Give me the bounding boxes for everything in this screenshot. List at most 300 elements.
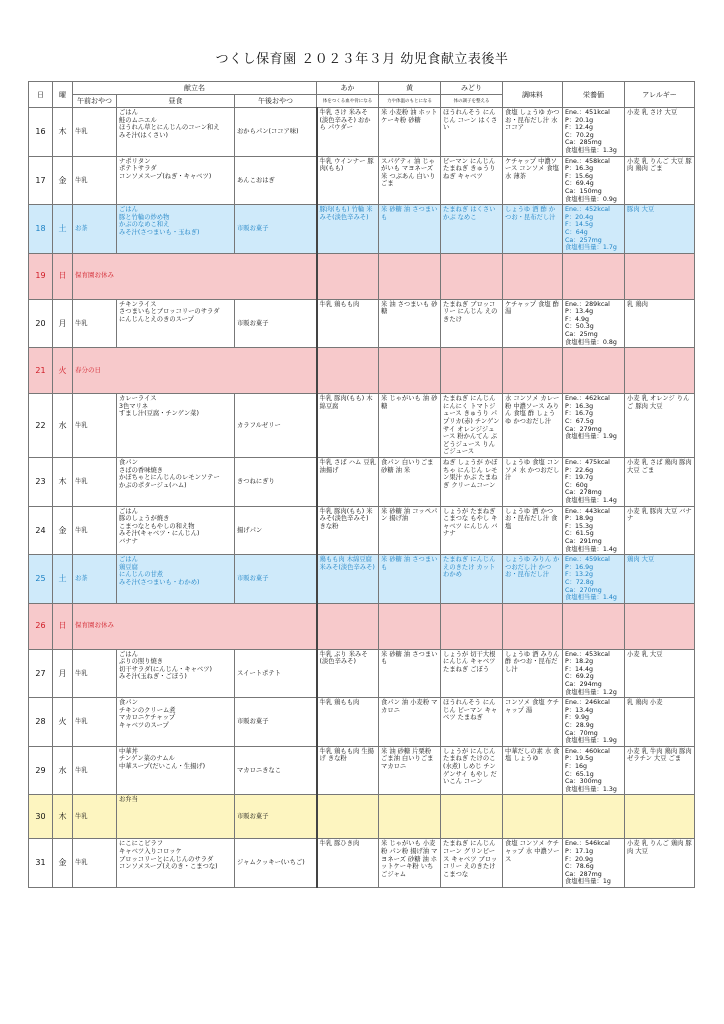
lunch-cell: [117, 746, 235, 795]
yellow-cell: 米 じゃがいも 油 砂糖: [379, 394, 441, 458]
nutrition-line: F：15.6g: [565, 172, 593, 180]
weekday-cell: 木: [53, 795, 73, 839]
allergy-cell: 小麦 乳 牛肉 鶏肉 豚肉 ゼラチン 大豆 ごま: [625, 746, 695, 795]
green-cell: たまねぎ ブロッコリー にんじん えのきたけ: [441, 299, 503, 348]
lunch-item: 鮭のムニエル: [119, 116, 157, 124]
lunch-item: かぼちゃとにんじんのレモンソテー: [119, 474, 220, 482]
nutrition-line: Ene.：453kcal: [565, 650, 610, 658]
lunch-item: にんじんとえのきのスープ: [119, 315, 194, 323]
pm-snack-cell: きつねにぎり: [235, 458, 317, 507]
seasoning-cell: [503, 348, 563, 394]
pm-snack-cell: おからパン(ココア味): [235, 108, 317, 157]
am-snack-cell: 牛乳: [73, 108, 117, 157]
table-row: [29, 698, 695, 747]
lunch-item: キャベツのスープ: [119, 722, 169, 730]
header-lunch: 昼食: [117, 95, 235, 108]
weekday-cell: 火: [53, 698, 73, 747]
allergy-cell: 小麦 乳 豚肉 大豆 バナナ: [625, 506, 695, 555]
day-cell: 25: [29, 555, 53, 604]
seasoning-cell: 食塩 しょうゆ かつお・昆布だし汁 水 ココア: [503, 108, 563, 157]
nutrition-line: P：16.3g: [565, 165, 594, 173]
lunch-item: みそ汁(はくさい): [119, 131, 168, 139]
header-yellow-sub: 力や体温のもとになる: [379, 95, 441, 108]
header-green: みどり: [441, 82, 503, 95]
lunch-item: すまし汁(豆腐・チンゲン菜): [119, 410, 199, 418]
header-nutrition: 栄養価: [563, 82, 625, 108]
weekday-cell: 土: [53, 205, 73, 254]
nutrition-line: P：20.1g: [565, 116, 594, 124]
table-row: [29, 839, 695, 888]
weekday-cell: 土: [53, 555, 73, 604]
day-cell: 18: [29, 205, 53, 254]
pm-snack-cell: 市販お菓子: [235, 555, 317, 604]
lunch-item: ごはん: [119, 507, 138, 515]
yellow-cell: 食パン 油 小麦粉 マカロニ: [379, 698, 441, 747]
nutrition-line: Ca：291mg: [565, 537, 602, 545]
weekday-cell: 木: [53, 108, 73, 157]
header-green-sub: 体の調子を整える: [441, 95, 503, 108]
am-snack-cell: 牛乳: [73, 698, 117, 747]
table-row: [29, 156, 695, 205]
allergy-cell: 乳 鶏肉 小麦: [625, 698, 695, 747]
nutrition-line: C：70.2g: [565, 131, 594, 139]
nutrition-cell: [563, 555, 625, 604]
allergy-cell: 小麦 乳 りんご 大豆 豚肉 鶏肉 ごま: [625, 156, 695, 205]
weekday-cell: 月: [53, 649, 73, 698]
nutrition-line: 食塩相当量：1g: [565, 878, 611, 886]
day-cell: 17: [29, 156, 53, 205]
nutrition-cell: [563, 698, 625, 747]
lunch-item: ナポリタン: [119, 157, 151, 165]
nutrition-line: C：69.4g: [565, 180, 594, 188]
lunch-item: ぶりの照り焼き: [119, 658, 164, 666]
lunch-item: チキンライス: [119, 300, 157, 308]
lunch-item: チンゲン菜のナムル: [119, 755, 175, 763]
allergy-cell: 小麦 乳 さけ 大豆: [625, 108, 695, 157]
lunch-item: 中華丼: [119, 747, 138, 755]
am-snack-cell: 牛乳: [73, 746, 117, 795]
allergy-cell: 小麦 乳 大豆: [625, 649, 695, 698]
table-row: [29, 795, 695, 839]
yellow-cell: 米 砂糖 油 さつまいも: [379, 555, 441, 604]
seasoning-cell: コンソメ 食塩 ケチャップ 湯: [503, 698, 563, 747]
am-snack-cell: 牛乳: [73, 649, 117, 698]
nutrition-line: Ca：150mg: [565, 187, 602, 195]
lunch-cell: [117, 108, 235, 157]
allergy-cell: 豚肉 大豆: [625, 205, 695, 254]
green-cell: たまねぎ にんじん コーン グリンピース キャベツ ブロッコリー えのきたけ こまつな: [441, 839, 503, 888]
header-red-sub: 体をつくる血や骨になる: [317, 95, 379, 108]
green-cell: たまねぎ にんじん にんにく トマトジュース きゅうり パプリカ(赤) チンゲンサイ オレンジジュース 粉かんてん ぶどうジュース りんごジュース: [441, 394, 503, 458]
lunch-item: 3色マリネ: [119, 402, 149, 410]
pm-snack-cell: 市販お菓子: [235, 795, 317, 839]
table-row: [29, 348, 695, 394]
nutrition-line: Ene.：246kcal: [565, 699, 610, 707]
nutrition-line: P：16.9g: [565, 563, 594, 571]
seasoning-cell: [503, 253, 563, 299]
lunch-item: みそ汁(キャベツ・にんじん): [119, 530, 200, 538]
nutrition-line: P：17.1g: [565, 847, 594, 855]
weekday-cell: 月: [53, 299, 73, 348]
pm-snack-cell: 市販お菓子: [235, 205, 317, 254]
lunch-cell: [117, 555, 235, 604]
am-snack-cell: 牛乳: [73, 156, 117, 205]
nutrition-line: Ca：300mg: [565, 778, 602, 786]
am-snack-cell: 牛乳: [73, 839, 117, 888]
pm-snack-cell: 市販お菓子: [235, 698, 317, 747]
red-cell: [317, 348, 379, 394]
lunch-item: にこにこピラフ: [119, 840, 164, 848]
nutrition-cell: [563, 649, 625, 698]
allergy-cell: 小麦 乳 さば 鶏肉 豚肉 大豆 ごま: [625, 458, 695, 507]
red-cell: 牛乳 ウインナー 豚肉(もも): [317, 156, 379, 205]
red-cell: 牛乳 さけ 米みそ(淡色辛みそ) おから パウダー: [317, 108, 379, 157]
yellow-cell: 米 油 砂糖 片栗粉 ごま油 白いりごま マカロニ: [379, 746, 441, 795]
nutrition-line: P：13.4g: [565, 308, 594, 316]
table-row: [29, 108, 695, 157]
table-row: [29, 746, 695, 795]
nutrition-line: Ca：70mg: [565, 729, 598, 737]
lunch-item: かぶのなめこ和え: [119, 221, 170, 229]
seasoning-cell: 水 コンソメ カレー粉 中濃ソース みりん 食塩 酢 しょうゆ かつおだし汁: [503, 394, 563, 458]
header-day: 日: [29, 82, 53, 108]
weekday-cell: 水: [53, 394, 73, 458]
red-cell: 牛乳 豚肉(もも) 木綿豆腐: [317, 394, 379, 458]
lunch-item: 豚のしょうが焼き: [119, 515, 170, 523]
lunch-item: コンソメスープ(えのき・こまつな): [119, 863, 218, 871]
day-cell: 20: [29, 299, 53, 348]
nutrition-line: C：65.1g: [565, 770, 594, 778]
day-cell: 31: [29, 839, 53, 888]
holiday-cell: 保育園お休み: [73, 253, 317, 299]
weekday-cell: 金: [53, 839, 73, 888]
lunch-item: みそ汁(さつまいも・玉ねぎ): [119, 228, 200, 236]
nutrition-line: F：14.5g: [565, 221, 593, 229]
lunch-cell: [117, 698, 235, 747]
pm-snack-cell: 市販お菓子: [235, 299, 317, 348]
lunch-item: ごはん: [119, 206, 138, 214]
lunch-item: ほうれん草とにんじんのコーン和え: [119, 124, 220, 132]
nutrition-line: C：50.3g: [565, 323, 594, 331]
nutrition-cell: [563, 746, 625, 795]
pm-snack-cell: 揚げパン: [235, 506, 317, 555]
weekday-cell: 水: [53, 746, 73, 795]
table-row: [29, 299, 695, 348]
green-cell: [441, 795, 503, 839]
seasoning-cell: [503, 603, 563, 649]
lunch-item: 食パン: [119, 699, 138, 707]
red-cell: 牛乳 豚ひき肉: [317, 839, 379, 888]
allergy-cell: [625, 795, 695, 839]
lunch-item: 食パン: [119, 459, 138, 466]
green-cell: たまねぎ はくさい かぶ なめこ: [441, 205, 503, 254]
seasoning-cell: しょうゆ 酒 かつお・昆布だし汁 食塩: [503, 506, 563, 555]
table-row: [29, 603, 695, 649]
nutrition-line: P：22.6g: [565, 466, 594, 474]
allergy-cell: [625, 603, 695, 649]
weekday-cell: 日: [53, 253, 73, 299]
day-cell: 30: [29, 795, 53, 839]
red-cell: 牛乳 さば ハム 豆乳 油揚げ: [317, 458, 379, 507]
lunch-item: 鶏豆腐: [119, 563, 138, 571]
green-cell: [441, 253, 503, 299]
lunch-item: ポテトサラダ: [119, 165, 157, 173]
seasoning-cell: しょうゆ みりん かつおだし汁 かつお・昆布だし汁: [503, 555, 563, 604]
nutrition-line: 食塩相当量：1.4g: [565, 594, 617, 602]
table-row: [29, 555, 695, 604]
lunch-item: ごはん: [119, 556, 138, 564]
nutrition-line: P：19.5g: [565, 755, 594, 763]
nutrition-line: Ene.：459kcal: [565, 556, 610, 564]
holiday-cell: 春分の日: [73, 348, 317, 394]
lunch-item: ブロッコリーとにんじんのサラダ: [119, 855, 214, 863]
red-cell: 鶏もも肉 木綿豆腐 米みそ(淡色辛みそ): [317, 555, 379, 604]
nutrition-line: C：61.5g: [565, 530, 594, 538]
green-cell: [441, 348, 503, 394]
pm-snack-cell: スイートポテト: [235, 649, 317, 698]
nutrition-line: P：16.3g: [565, 402, 594, 410]
lunch-item: コンソメスープ(ねぎ・キャベツ): [119, 172, 212, 180]
am-snack-cell: お茶: [73, 555, 117, 604]
day-cell: 24: [29, 506, 53, 555]
green-cell: ほうれんそう にんじん コーン はくさい: [441, 108, 503, 157]
menu-table: [28, 81, 695, 888]
nutrition-line: 食塩相当量：1.4g: [565, 496, 617, 504]
red-cell: 牛乳 ぶり 米みそ(淡色辛みそ): [317, 649, 379, 698]
nutrition-line: P：13.4g: [565, 706, 594, 714]
day-cell: 28: [29, 698, 53, 747]
nutrition-line: 食塩相当量：1.3g: [565, 785, 617, 793]
weekday-cell: 木: [53, 458, 73, 507]
lunch-item: 切干サラダ(にんじん・キャベツ): [119, 665, 213, 673]
lunch-cell: [117, 506, 235, 555]
pm-snack-cell: カラフルゼリー: [235, 394, 317, 458]
nutrition-line: Ca：285mg: [565, 139, 602, 147]
lunch-item: ごはん: [119, 109, 138, 116]
lunch-cell: [117, 394, 235, 458]
nutrition-line: Ca：278mg: [565, 489, 602, 497]
green-cell: ねぎ しょうが かぼちゃ にんじん レモン果汁 かぶ たまねぎ クリームコーン: [441, 458, 503, 507]
lunch-cell: [117, 795, 235, 839]
lunch-item: こまつなともやしの和え物: [119, 522, 195, 530]
lunch-item: バナナ: [119, 537, 138, 545]
day-cell: 19: [29, 253, 53, 299]
lunch-item: キャベツ入りコロッケ: [119, 847, 182, 855]
seasoning-cell: しょうゆ 酒 酢 かつお・昆布だし汁: [503, 205, 563, 254]
nutrition-line: P：18.2g: [565, 658, 594, 666]
table-row: [29, 649, 695, 698]
lunch-item: ごはん: [119, 650, 138, 658]
nutrition-line: C：72.8g: [565, 578, 594, 586]
nutrition-cell: [563, 348, 625, 394]
red-cell: [317, 603, 379, 649]
pm-snack-cell: ジャムクッキー(いちご): [235, 839, 317, 888]
yellow-cell: 米 砂糖 油 さつまいも: [379, 205, 441, 254]
nutrition-line: C：60g: [565, 481, 588, 489]
nutrition-cell: [563, 394, 625, 458]
nutrition-cell: [563, 458, 625, 507]
red-cell: 牛乳 鶏もも肉 生揚げ きな粉: [317, 746, 379, 795]
nutrition-line: Ene.：452kcal: [565, 206, 610, 214]
table-row: [29, 458, 695, 507]
nutrition-line: Ca：257mg: [565, 236, 602, 244]
lunch-item: お弁当: [119, 796, 138, 804]
day-cell: 26: [29, 603, 53, 649]
nutrition-line: Ene.：443kcal: [565, 507, 610, 515]
nutrition-line: 食塩相当量：1.9g: [565, 737, 617, 745]
nutrition-line: F：19.7g: [565, 474, 593, 482]
nutrition-line: Ene.：451kcal: [565, 109, 610, 116]
red-cell: 豚肉(もも) 竹輪 米みそ(淡色辛みそ): [317, 205, 379, 254]
weekday-cell: 金: [53, 156, 73, 205]
table-row: [29, 253, 695, 299]
lunch-item: マカロニケチャップ: [119, 714, 176, 722]
lunch-cell: [117, 458, 235, 507]
nutrition-cell: [563, 839, 625, 888]
nutrition-cell: [563, 253, 625, 299]
lunch-item: みそ汁(玉ねぎ・ごぼう): [119, 673, 187, 681]
seasoning-cell: 中華だしの素 水 食塩 しょうゆ: [503, 746, 563, 795]
header-seasoning: 調味料: [503, 82, 563, 108]
seasoning-cell: しょうゆ 食塩 コンソメ 水 かつおだし汁: [503, 458, 563, 507]
lunch-item: 中華スープ(だいこん・生揚げ): [119, 763, 206, 770]
nutrition-line: P：18.9g: [565, 515, 594, 523]
nutrition-line: F：20.9g: [565, 855, 593, 863]
green-cell: しょうが にんじん たまねぎ たけのこ(水煮) しめじ チンゲンサイ もやし だいこん コーン: [441, 746, 503, 795]
lunch-item: さばの香味焼き: [119, 466, 164, 474]
nutrition-line: F：13.2g: [565, 571, 593, 579]
day-cell: 22: [29, 394, 53, 458]
nutrition-line: 食塩相当量：0.8g: [565, 338, 617, 346]
yellow-cell: [379, 795, 441, 839]
red-cell: 牛乳 鶏もも肉: [317, 299, 379, 348]
yellow-cell: [379, 348, 441, 394]
day-cell: 27: [29, 649, 53, 698]
nutrition-line: 食塩相当量：0.9g: [565, 195, 617, 203]
nutrition-cell: [563, 795, 625, 839]
nutrition-line: 食塩相当量：1.7g: [565, 244, 617, 252]
nutrition-line: Ene.：460kcal: [565, 747, 610, 755]
lunch-item: さつまいもとブロッコリーのサラダ: [119, 308, 220, 316]
nutrition-line: F：12.4g: [565, 124, 593, 132]
lunch-item: カレーライス: [119, 395, 157, 403]
seasoning-cell: ケチャップ 中濃ソース コンソメ 食塩 水 薄茶: [503, 156, 563, 205]
lunch-item: にんじんの甘煮: [119, 571, 164, 579]
allergy-cell: [625, 253, 695, 299]
lunch-cell: [117, 156, 235, 205]
table-row: [29, 205, 695, 254]
nutrition-line: P：20.4g: [565, 213, 594, 221]
red-cell: [317, 795, 379, 839]
header-yellow: 黄: [379, 82, 441, 95]
nutrition-line: Ca：294mg: [565, 681, 602, 689]
nutrition-line: F：14.4g: [565, 665, 593, 673]
header-dow: 曜: [53, 82, 73, 108]
nutrition-line: Ca：25mg: [565, 331, 598, 339]
table-row: [29, 506, 695, 555]
nutrition-line: Ene.：289kcal: [565, 300, 610, 308]
day-cell: 23: [29, 458, 53, 507]
nutrition-line: F：15.3g: [565, 522, 593, 530]
nutrition-line: 食塩相当量：1.9g: [565, 433, 617, 441]
nutrition-cell: [563, 603, 625, 649]
green-cell: [441, 603, 503, 649]
nutrition-line: Ca：270mg: [565, 586, 602, 594]
red-cell: [317, 253, 379, 299]
nutrition-line: C：69.2g: [565, 673, 594, 681]
nutrition-line: Ene.：546kcal: [565, 840, 610, 848]
allergy-cell: 小麦 乳 りんご 鶏肉 豚肉 大豆: [625, 839, 695, 888]
yellow-cell: 米 砂糖 油 コッペパン 揚げ油: [379, 506, 441, 555]
yellow-cell: 食パン 白いりごま 砂糖 油 米: [379, 458, 441, 507]
green-cell: ほうれんそう にんじん ピーマン キャベツ たまねぎ: [441, 698, 503, 747]
seasoning-cell: 食塩 コンソメ ケチャップ 水 中濃ソース: [503, 839, 563, 888]
day-cell: 29: [29, 746, 53, 795]
lunch-cell: [117, 205, 235, 254]
lunch-item: かぶのポタージュ(ハム): [119, 481, 187, 489]
green-cell: しょうが 切干大根 にんじん キャベツ たまねぎ ごぼう: [441, 649, 503, 698]
nutrition-line: Ene.：458kcal: [565, 157, 610, 165]
header-allergy: アレルギー: [625, 82, 695, 108]
day-cell: 21: [29, 348, 53, 394]
header-menu: 献立名: [73, 82, 317, 95]
seasoning-cell: しょうゆ 酒 みりん 酢 かつお・昆布だし汁: [503, 649, 563, 698]
seasoning-cell: [503, 795, 563, 839]
nutrition-line: C：28.9g: [565, 722, 594, 730]
lunch-cell: [117, 299, 235, 348]
nutrition-line: Ene.：462kcal: [565, 395, 610, 403]
header-pm-snack: 午後おやつ: [235, 95, 317, 108]
holiday-cell: 保育園お休み: [73, 603, 317, 649]
weekday-cell: 金: [53, 506, 73, 555]
allergy-cell: [625, 348, 695, 394]
yellow-cell: スパゲティ 油 じゃがいも マヨネーズ 米 つぶあん 白いりごま: [379, 156, 441, 205]
day-cell: 16: [29, 108, 53, 157]
nutrition-line: F：16.7g: [565, 410, 593, 418]
header-am-snack: 午前おやつ: [73, 95, 117, 108]
green-cell: たまねぎ にんじん えのきたけ カットわかめ: [441, 555, 503, 604]
nutrition-line: Ca：287mg: [565, 870, 602, 878]
weekday-cell: 火: [53, 348, 73, 394]
am-snack-cell: お茶: [73, 205, 117, 254]
nutrition-line: F：9.9g: [565, 714, 589, 722]
red-cell: 牛乳 鶏もも肉: [317, 698, 379, 747]
am-snack-cell: 牛乳: [73, 299, 117, 348]
nutrition-line: F：16g: [565, 763, 587, 770]
page-title: つくし保育園 ２０２３年３月 幼児食献立表後半: [215, 52, 509, 67]
allergy-cell: 乳 鶏肉: [625, 299, 695, 348]
allergy-cell: 鶏肉 大豆: [625, 555, 695, 604]
nutrition-line: Ene.：475kcal: [565, 459, 610, 466]
nutrition-line: 食塩相当量：1.3g: [565, 146, 617, 154]
nutrition-cell: [563, 156, 625, 205]
yellow-cell: [379, 603, 441, 649]
nutrition-line: C：64g: [565, 228, 588, 236]
nutrition-line: F：4.9g: [565, 315, 589, 323]
lunch-item: 豚と竹輪の炒め物: [119, 213, 170, 221]
lunch-cell: [117, 649, 235, 698]
lunch-cell: [117, 839, 235, 888]
nutrition-line: Ca：279mg: [565, 425, 602, 433]
red-cell: 牛乳 豚肉(もも) 米みそ(淡色辛みそ) きな粉: [317, 506, 379, 555]
green-cell: ピーマン にんじん たまねぎ きゅうり ねぎ キャベツ: [441, 156, 503, 205]
nutrition-cell: [563, 108, 625, 157]
lunch-item: チキンのクリーム煮: [119, 706, 176, 714]
am-snack-cell: 牛乳: [73, 458, 117, 507]
table-row: [29, 394, 695, 458]
yellow-cell: 米 じゃがいも 小麦粉 パン粉 揚げ油 マヨネーズ 砂糖 油 ホットケーキ粉 いちごジャム: [379, 839, 441, 888]
am-snack-cell: 牛乳: [73, 506, 117, 555]
